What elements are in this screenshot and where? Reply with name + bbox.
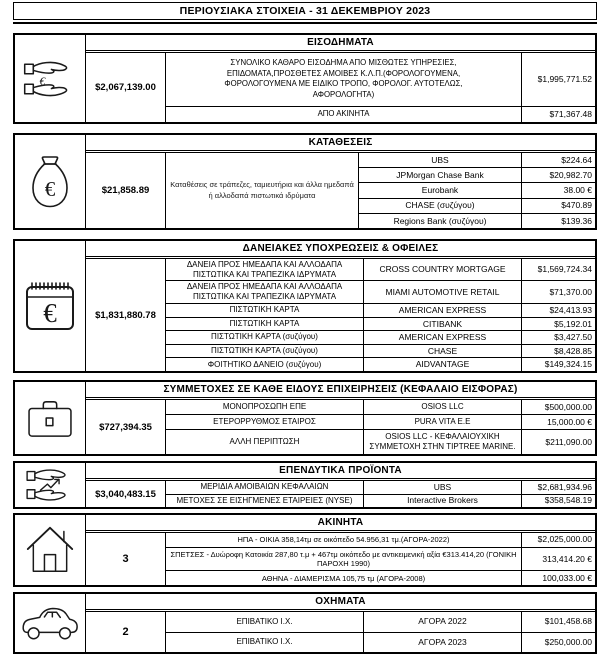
table-row — [166, 345, 595, 359]
table-row — [166, 358, 595, 371]
table-row — [166, 481, 595, 495]
row-entity: UBS — [364, 481, 522, 494]
row-description: ΑΠΟ ΑΚΙΝΗΤΑ — [166, 107, 522, 122]
table-row — [166, 415, 595, 430]
briefcase-icon — [15, 382, 86, 454]
money-bag-euro-icon — [15, 135, 86, 228]
svg-text:€: € — [43, 298, 57, 328]
row-value: $224.64 — [561, 154, 592, 165]
row-value: $20,982.70 — [549, 169, 592, 180]
section-loans — [13, 239, 597, 373]
row-value: $1,569,724.34 — [537, 264, 592, 275]
row-entity: AMERICAN EXPRESS — [364, 331, 522, 344]
row-description: ΠΙΣΤΩΤΙΚΗ ΚΑΡΤΑ — [166, 304, 364, 317]
row-entity: Eurobank — [359, 183, 522, 197]
row-entity: CROSS COUNTRY MORTGAGE — [364, 259, 522, 280]
row-entity: OSIOS LLC — [364, 400, 522, 414]
row-entity: Regions Bank (συζύγου) — [359, 214, 522, 228]
house-icon — [15, 515, 86, 585]
row-description: ΕΠΙΒΑΤΙΚΟ Ι.Χ. — [166, 612, 364, 632]
row-description: ΦΟΙΤΗΤΙΚΟ ΔΑΝΕΙΟ (συζύγου) — [166, 358, 364, 371]
row-value: $2,025,000.00 — [537, 534, 592, 545]
deposits-description: Καταθέσεις σε τράπεζες, ταμιευτήρια και άλλα ημεδαπά ή αλλοδαπά πιστωτικά ιδρύματα — [166, 153, 359, 228]
row-entity: PURA VITA E.E — [364, 415, 522, 429]
table-row — [166, 548, 595, 572]
row-value: $5,192.01 — [554, 318, 592, 329]
row-entity: OSIOS LLC - ΚΕΦΑΛΑΙΟΥΧΙΚΗ ΣΥΜΜΕΤΟΧΗ ΣΤΗΝ TIPTREE MARINE. — [364, 430, 522, 454]
table-row — [359, 214, 595, 228]
row-entity: AMERICAN EXPRESS — [364, 304, 522, 317]
row-description: ΠΙΣΤΩΤΙΚΗ ΚΑΡΤΑ — [166, 318, 364, 331]
row-description: ΕΤΕΡΟΡΡΥΘΜΟΣ ΕΤΑΙΡΟΣ — [166, 415, 364, 429]
calendar-euro-icon — [15, 241, 86, 371]
table-row — [166, 107, 595, 122]
table-row — [166, 633, 595, 653]
section-header: ΚΑΤΑΘΕΣΕΙΣ — [86, 135, 595, 153]
row-value: $250,000.00 — [544, 636, 592, 647]
row-value: $211,090.00 — [545, 436, 592, 447]
row-value: $71,367.48 — [549, 109, 592, 120]
section-real-estate — [13, 513, 597, 587]
section-header: ΑΚΙΝΗΤΑ — [86, 515, 595, 533]
section-header: ΕΙΣΟΔΗΜΑΤΑ — [86, 35, 595, 53]
section-total: $21,858.89 — [86, 153, 166, 228]
row-value: $149,324.15 — [544, 359, 592, 370]
row-entity: Interactive Brokers — [364, 495, 522, 508]
row-description: ΜΟΝΟΠΡΟΣΩΠΗ ΕΠΕ — [166, 400, 364, 414]
row-value: $139.36 — [561, 215, 592, 226]
row-value: $2,681,934.96 — [537, 481, 592, 492]
row-value: 100,033.00 € — [542, 572, 592, 583]
row-entity: CHASE (συζύγου) — [359, 199, 522, 213]
table-row — [166, 430, 595, 454]
section-income — [13, 33, 597, 124]
row-value: 38.00 € — [563, 185, 592, 196]
row-value: $3,427.50 — [554, 332, 592, 343]
section-total: $727,394.35 — [86, 400, 166, 454]
row-value: $470.89 — [561, 200, 592, 211]
svg-text:€: € — [44, 176, 56, 201]
row-description: ΑΛΛΗ ΠΕΡΙΠΤΩΣΗ — [166, 430, 364, 454]
section-header: ΣΥΜΜΕΤΟΧΕΣ ΣΕ ΚΑΘΕ ΕΙΔΟΥΣ ΕΠΙΧΕΙΡΗΣΕΙΣ (ΚΕΦΑΛΑΙΟ ΕΙΣΦΟΡΑΣ) — [86, 382, 595, 400]
row-description: ΠΙΣΤΩΤΙΚΗ ΚΑΡΤΑ (συζύγου) — [166, 331, 364, 344]
table-row — [166, 318, 595, 332]
section-investments — [13, 461, 597, 509]
page-title: ΠΕΡΙΟΥΣΙΑΚΑ ΣΤΟΙΧΕΙΑ - 31 ΔΕΚΕΜΒΡΙΟΥ 2023 — [13, 2, 597, 20]
section-header: ΟΧΗΜΑΤΑ — [86, 594, 595, 612]
row-description: ΜΕΤΟΧΕΣ ΣΕ ΕΙΣΗΓΜΕΝΕΣ ΕΤΑΙΡΕΙΕΣ (NYSE) — [166, 495, 364, 508]
row-description: ΣΥΝΟΛΙΚΟ ΚΑΘΑΡΟ ΕΙΣΟΔΗΜΑ ΑΠΟ ΜΙΣΘΩΤΕΣ ΥΠΗΡΕΣΙΕΣ, ΕΠΙΔΟΜΑΤΑ,ΠΡΟΣΘΕΤΕΣ ΑΜΟΙΒΕΣ Κ.Λ.Π.(ΦΟΡΟΛΟΓΟΥΜΕΝΑ, ΦΟΡΟΛΟΓΟΥΜΕΝΑ ΜΕ ΕΙΔΙΚΟ ΤΡΟΠΟ, ΦΟΡΟΛΟΓ. ΑΥΤΟΤΕΛΩΣ, ΑΦΟΡΟΛΟΓΗΤΑ) — [166, 53, 522, 106]
table-row — [166, 304, 595, 318]
row-description: ΕΠΙΒΑΤΙΚΟ Ι.Χ. — [166, 633, 364, 653]
table-row — [359, 183, 595, 198]
row-description: ΑΘΗΝΑ - ΔΙΑΜΕΡΙΣΜΑ 105,75 τμ (ΑΓΟΡΑ-2008) — [166, 571, 522, 585]
row-description: ΔΑΝΕΙΑ ΠΡΟΣ ΗΜΕΔΑΠΑ ΚΑΙ ΑΛΛΟΔΑΠΑ ΠΙΣΤΩΤΙΚΑ ΚΑΙ ΤΡΑΠΕΖΙΚΑ ΙΔΡΥΜΑΤΑ — [166, 259, 364, 280]
row-entity: UBS — [359, 153, 522, 167]
section-header: ΔΑΝΕΙΑΚΕΣ ΥΠΟΧΡΕΩΣΕΙΣ & ΟΦΕΙΛΕΣ — [86, 241, 595, 259]
row-description: ΠΙΣΤΩΤΙΚΗ ΚΑΡΤΑ (συζύγου) — [166, 345, 364, 358]
table-row — [166, 571, 595, 585]
row-entity: JPMorgan Chase Bank — [359, 168, 522, 182]
table-row — [166, 53, 595, 107]
row-value: $1,995,771.52 — [537, 74, 592, 85]
car-icon — [15, 594, 86, 652]
row-description: ΗΠΑ - ΟΙΚΙΑ 358,14τμ σε οικόπεδο 54.956,31 τμ.(ΑΓΟΡΑ-2022) — [166, 533, 522, 547]
title-underline — [13, 22, 597, 24]
row-entity: MIAMI AUTOMOTIVE RETAIL — [364, 281, 522, 302]
table-row — [359, 168, 595, 183]
section-total: $2,067,139.00 — [86, 53, 166, 122]
svg-text:€: € — [39, 75, 46, 88]
row-value: 313,414.20 € — [542, 553, 592, 564]
row-value: $358,548.19 — [544, 495, 592, 506]
section-vehicles — [13, 592, 597, 654]
row-value: $500,000.00 — [544, 401, 592, 412]
section-business-holdings — [13, 380, 597, 456]
table-row — [166, 533, 595, 548]
table-row — [166, 495, 595, 508]
section-count: 2 — [86, 612, 166, 652]
section-header: ΕΠΕΝΔΥΤΙΚΑ ΠΡΟΪΟΝΤΑ — [86, 463, 595, 481]
row-value: $24,413.93 — [549, 304, 592, 315]
giving-hands-euro-icon — [15, 35, 86, 122]
row-description: ΔΑΝΕΙΑ ΠΡΟΣ ΗΜΕΔΑΠΑ ΚΑΙ ΑΛΛΟΔΑΠΑ ΠΙΣΤΩΤΙΚΑ ΚΑΙ ΤΡΑΠΕΖΙΚΑ ΙΔΡΥΜΑΤΑ — [166, 281, 364, 302]
row-value: $71,370.00 — [549, 286, 592, 297]
section-total: $1,831,880.78 — [86, 259, 166, 371]
row-entity: ΑΓΟΡΑ 2022 — [364, 612, 522, 632]
row-value: $101,458.68 — [544, 616, 592, 627]
table-row — [166, 612, 595, 633]
row-value: $8,428.85 — [554, 345, 592, 356]
row-entity: AIDVANTAGE — [364, 358, 522, 371]
table-row — [359, 153, 595, 168]
section-deposits — [13, 133, 597, 230]
row-entity: CHASE — [364, 345, 522, 358]
row-entity: CITIBANK — [364, 318, 522, 331]
table-row — [166, 281, 595, 303]
row-value: 15,000.00 € — [547, 416, 592, 427]
table-row — [359, 199, 595, 214]
table-row — [166, 331, 595, 345]
table-row — [166, 259, 595, 281]
section-count: 3 — [86, 533, 166, 585]
row-description: ΣΠΕΤΣΕΣ - Δυώροφη Κατοικία 287,80 τ.μ + 467τμ οικόπεδο με αντικειμενική αξία €313.414,20 (ΓΟΝΙΚΗ ΠΑΡΟΧΗ 1990) — [166, 548, 522, 571]
section-total: $3,040,483.15 — [86, 481, 166, 507]
hands-growth-arrow-icon — [15, 463, 86, 507]
row-description: ΜΕΡΙΔΙΑ ΑΜΟΙΒΑΙΩΝ ΚΕΦΑΛΑΙΩΝ — [166, 481, 364, 494]
row-entity: ΑΓΟΡΑ 2023 — [364, 633, 522, 653]
table-row — [166, 400, 595, 415]
